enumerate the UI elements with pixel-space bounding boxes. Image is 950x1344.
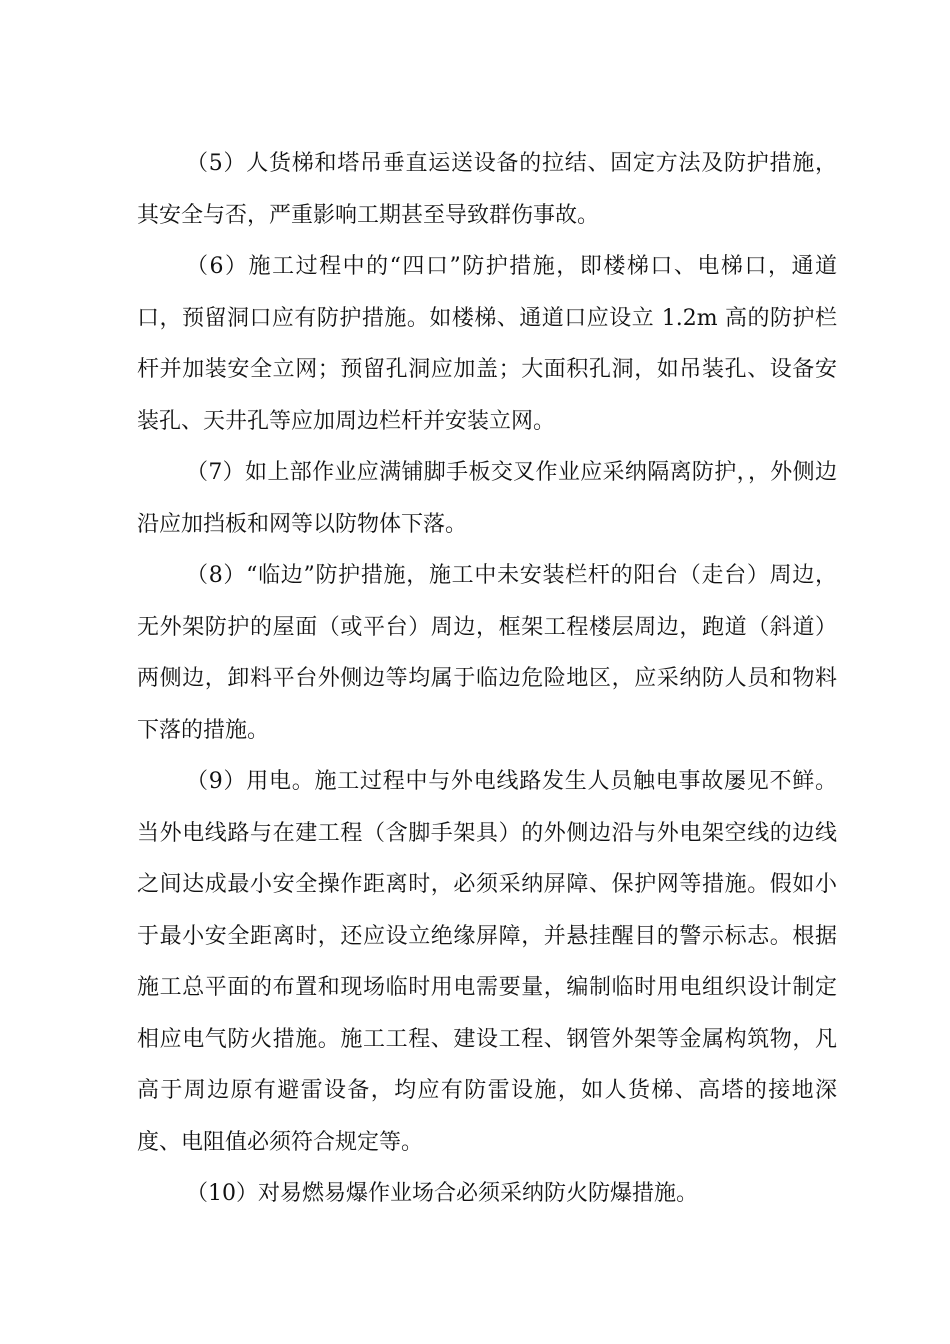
document-body xyxy=(137,138,837,1220)
paragraph-item-5: （5）人货梯和塔吊垂直运送设备的拉结、固定方法及防护措施，其安全与否，严重影响工期甚至导致群伤事故。 xyxy=(137,151,837,228)
paragraph-item-10: （10）对易燃易爆作业场合必须采纳防火防爆措施。 xyxy=(186,1181,698,1206)
paragraph-item-8: （8）“临边”防护措施，施工中未安装栏杆的阳台（走台）周边，无外架防护的屋面（或平台）周边，框架工程楼层周边，跑道（斜道）两侧边，卸料平台外侧边等均属于临边危险地区，应采纳防人员和物料下落的措施。 xyxy=(137,563,837,743)
paragraph-item-9: （9）用电。施工过程中与外电线路发生人员触电事故屡见不鲜。当外电线路与在建工程（含脚手架具）的外侧边沿与外电架空线的边线之间达成最小安全操作距离时，必须采纳屏障、保护网等措施。假如小于最小安全距离时，还应设立绝缘屏障，并悬挂醒目的警示标志。根据施工总平面的布置和现场临时用电需要量，编制临时用电组织设计制定相应电气防火措施。施工工程、建设工程、钢管外架等金属构筑物，凡高于周边原有避雷设备，均应有防雷设施，如人货梯、高塔的接地深度、电阻值必须符合规定等。 xyxy=(137,769,837,1155)
paragraph-item-7: （7）如上部作业应满铺脚手板交叉作业应采纳隔离防护，，外侧边沿应加挡板和网等以防物体下落。 xyxy=(137,460,837,537)
paragraph-item-6: （6）施工过程中的“四口”防护措施，即楼梯口、电梯口，通道口，预留洞口应有防护措施。如楼梯、通道口应设立 1.2m 高的防护栏杆并加装安全立网；预留孔洞应加盖；大面积孔洞，如吊装孔、设备安装孔、天井孔等应加周边栏杆并安装立网。 xyxy=(137,254,837,434)
